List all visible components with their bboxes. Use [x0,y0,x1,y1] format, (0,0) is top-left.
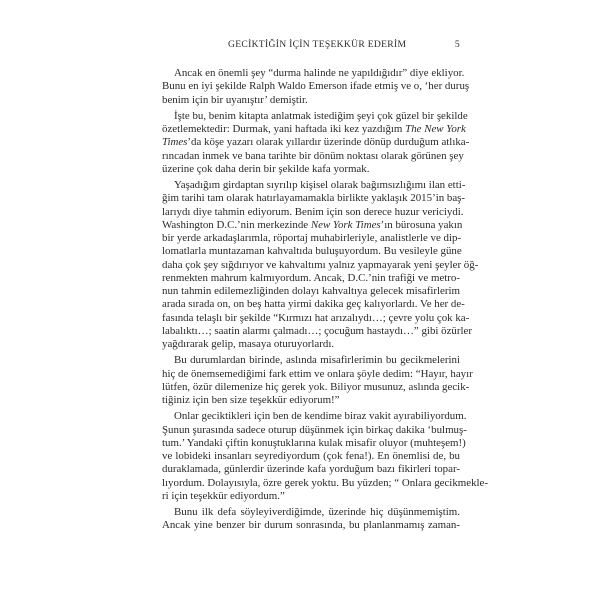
text-line: Times’da köşe yazarı olarak yıllardır üzerinde dönüp durduğum atlıka- [162,136,470,149]
running-head [162,39,460,53]
text-line: fasında telaşlı bir şekilde “Kırmızı hat arızalıydı…; çevre yolu çok ka- [162,311,470,324]
text-line: hiç de önemsemediğimi fark ettim ve onlara şöyle dedim: “Hayır, hayır [162,367,473,380]
text-line: larıydı diye tahmin ediyorum. Benim için son derece huzur vericiydi. [162,205,464,218]
paragraph [162,410,489,503]
text-line: yağdırarak gelip, masaya oturuyorlardı. [162,338,335,350]
body-text [162,67,489,533]
text-line: ğim tarihi tam olarak hatırlayamamakla birlikte yaklaşık 2015’in baş- [162,192,466,205]
text-line: tum.’ Yandaki çiftin konuştuklarına kulak misafir oluyor (muhteşem!) [162,436,466,449]
text-line: Ancak en önemli şey “durma halinde ne yapıldığıdır” diye ekliyor. [174,67,465,79]
text-line: nun tahmin edilemezliğinden dolayı kahvaltıya gelecek misafirlerim [162,285,460,297]
text-line: ve lobideki insanları seyrediyordum (çok fena!). En önemlisi de, bu [162,450,460,462]
text-line: ri için teşekkür ediyordum.” [162,489,285,502]
text-line: lomatlarla muntazaman kahvaltıda buluşuyordum. Bu vesileyle güne [162,245,462,258]
text-line: özetlemektedir: Durmak, yani haftada iki kez yazdığım The New York [162,123,466,135]
text-line: Şunun şurasında sadece oturup düşünmek için birkaç dakika ‘bulmuş- [162,423,467,436]
text-line: lıyordum. Dolayısıyla, özre gerek yoktu. Bu yüzden; “ Onlara gecikmekle- [162,476,489,489]
text-line: rıncadan inmek ve bana tarihte bir dönüm noktası olarak görünen şey [162,149,464,162]
text-line: benim için bir uyanıştır’ demiştir. [162,93,308,106]
text-line: Washington D.C.’nin merkezinde New York Times’ın bürosuna yakın [162,218,463,231]
text-line: renmekten mahrum kalmıyordum. Ancak, D.C.’nin trafiği ve metro- [162,271,460,284]
text-line: lütfen, özür dilemenize hiç gerek yok. Biliyor musunuz, aslında gecik- [162,380,470,393]
paragraph [162,506,460,533]
text-line: tiğiniz için ben size teşekkür ediyorum!” [162,394,340,406]
text-line: Bunu en iyi şekilde Ralph Waldo Emerson ifade etmiş ve o, ‘her duruş [162,80,470,93]
running-title: GECİKTİĞİN İÇİN TEŞEKKÜR EDERİM [228,39,407,50]
text-line: arada sırada on, on beş hatta yirmi dakika geç kalıyorlardı. Ve her de- [162,298,465,311]
page-number: 5 [454,39,460,50]
text-line: Bu durumlardan birinde, aslında misafirlerimin bu gecikmelerini [174,354,460,367]
paragraph [162,354,473,407]
text-line: üzerine çok daha derin bir şekilde kafa yormak. [162,162,370,175]
text-line: Ancak yine benzer bir durum sonrasında, bu planlanmamış zaman- [162,519,460,532]
paragraph [162,109,470,176]
paragraph [162,179,479,351]
text-line: İşte bu, benim kitapta anlatmak istediğim şeyi çok güzel bir şekilde [174,109,468,122]
text-line: bir yerde arkadaşlarımla, röportaj muhabirleriyle, analistlerle ve dip- [162,232,462,244]
text-line: duraklamada, günlerdir üzerinde kafa yorduğum bazı fikirleri topar- [162,463,460,476]
text-line: daha çok şey sığdırıyor ve kahvaltımı yalnız yapmayarak yeni şeyler öğ- [162,258,479,271]
text-line: Onlar geciktikleri için ben de kendime biraz vakit ayırabiliyordum. [174,410,467,423]
paragraph [162,67,470,107]
text-line: Bunu ilk defa söyleyiverdiğimde, üzerinde hiç düşünmemiştim. [174,506,460,518]
text-line: labalıktı…; saatin alarmı çalmadı…; çocuğum hastaydı…” gibi özürler [162,324,472,337]
text-line: Yaşadığım girdaptan sıyrılıp kişisel olarak bağımsızlığımı ilan etti- [174,179,466,191]
